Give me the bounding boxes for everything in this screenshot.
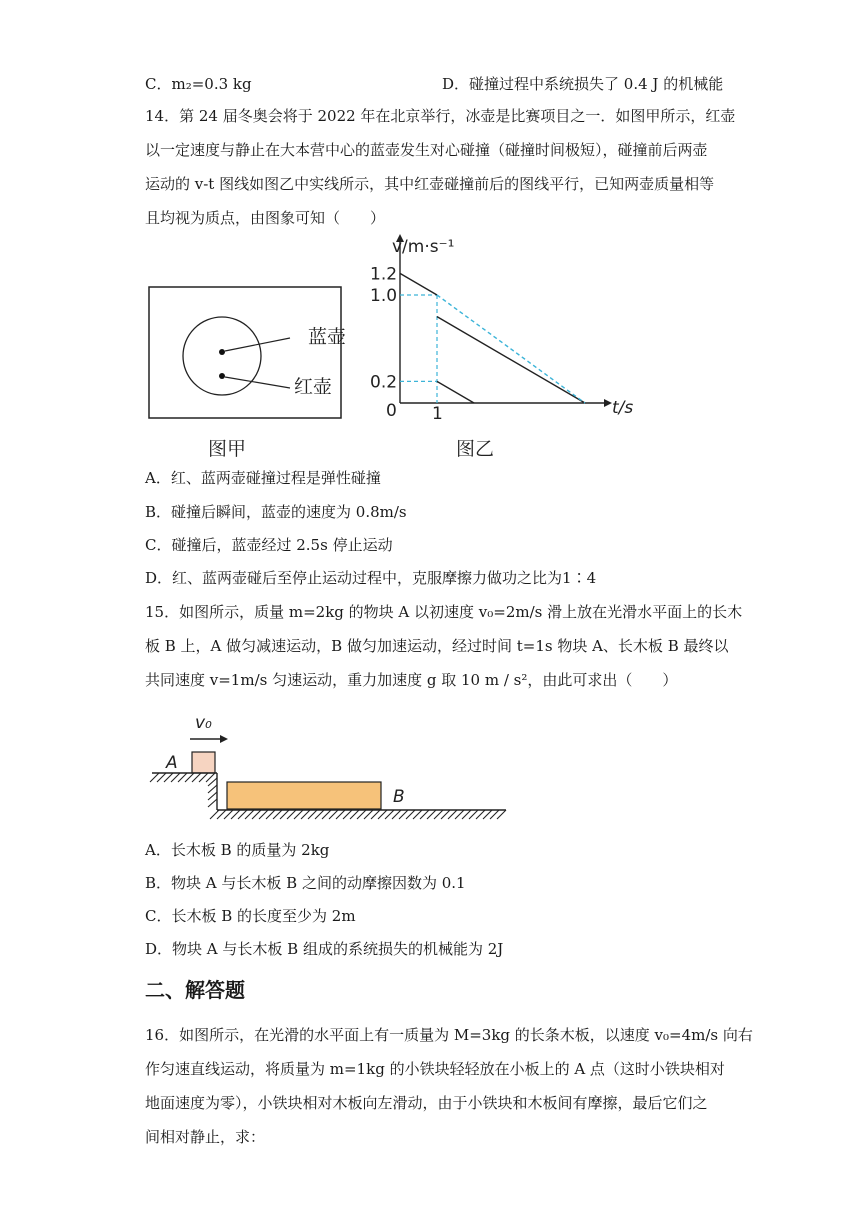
y-tick-label: 1.2 (370, 264, 398, 285)
v0-label: v₀ (195, 713, 212, 733)
house-circle (183, 317, 261, 395)
ground-hatch (210, 810, 506, 819)
q16-stem-line-1: 16．如图所示，在光滑的水平面上有一质量为 M=3kg 的长条木板，以速度 v₀=4m/s 向右 (145, 1026, 753, 1044)
y-tick-label: 0 (386, 401, 397, 421)
chart-ticks (370, 264, 443, 424)
figure-block-board (140, 700, 520, 830)
series-line-red-stone-after (437, 381, 474, 403)
y-tick-label: 0.2 (370, 372, 398, 393)
chart-axes (396, 234, 612, 407)
x-tick-label: 1 (432, 404, 443, 424)
left-platform-hatch (150, 773, 217, 807)
board-b-label: B (393, 787, 405, 807)
q14-stem-line-2: 以一定速度与静止在大本营中心的蓝壶发生对心碰撞（碰撞时间极短），碰撞前后两壶 (145, 141, 708, 159)
red-stone-dot (219, 373, 225, 379)
q15-option-c: C．长木板 B 的长度至少为 2m (145, 907, 356, 925)
y-tick-label: 1.0 (370, 286, 398, 306)
q13-option-c: C．m₂=0.3 kg (145, 75, 252, 93)
red-stone-pointer (225, 377, 290, 388)
hatch-mark (208, 792, 217, 800)
q14-option-b: B．碰撞后瞬间，蓝壶的速度为 0.8m/s (145, 503, 407, 521)
chart-series (400, 273, 585, 403)
q16-stem-line-3: 地面速度为零），小铁块相对木板向左滑动，由于小铁块和木板间有摩擦，最后它们之 (145, 1094, 708, 1112)
q15-option-d: D．物块 A 与长木板 B 组成的系统损失的机械能为 2J (145, 940, 504, 958)
q15-stem-line-3: 共同速度 v=1m/s 匀速运动，重力加速度 g 取 10 m / s²，由此可求出（ ） (145, 671, 678, 689)
figure-jia (140, 280, 360, 470)
series-line-blue-stone-after (437, 317, 585, 403)
q14-option-a: A．红、蓝两壶碰撞过程是弹性碰撞 (145, 469, 381, 487)
q14-stem-line-4: 且均视为质点，由图象可知（ ） (145, 209, 386, 227)
blue-stone-dot (219, 349, 225, 355)
figure-jia-caption: 图甲 (208, 438, 247, 460)
ice-rink-frame (149, 287, 341, 418)
q13-option-d: D．碰撞过程中系统损失了 0.4 J 的机械能 (442, 75, 724, 93)
q14-option-d: D．红、蓝两壶碰后至停止运动过程中，克服摩擦力做功之比为1∶4 (145, 569, 597, 587)
q14-option-c: C．碰撞后，蓝壶经过 2.5s 停止运动 (145, 536, 393, 554)
q16-stem-line-4: 间相对静止，求： (145, 1128, 266, 1146)
hatch-mark (208, 785, 217, 793)
section-heading: 二、解答题 (145, 978, 245, 1002)
q15-option-b: B．物块 A 与长木板 B 之间的动摩擦因数为 0.1 (145, 874, 466, 892)
x-axis-arrowhead (604, 399, 612, 407)
x-axis-label: t/s (612, 398, 634, 418)
figure-yi-caption: 图乙 (456, 438, 495, 460)
red-stone-label: 红壶 (294, 376, 333, 398)
block-a (192, 752, 215, 773)
blue-stone-label: 蓝壶 (308, 326, 347, 348)
q14-stem-line-1: 14．第 24 届冬奥会将于 2022 年在北京举行，冰壶是比赛项目之一．如图甲所示，红壶 (145, 107, 736, 125)
q15-stem-line-2: 板 B 上，A 做匀减速运动，B 做匀加速运动，经过时间 t=1s 物块 A、长木板 B 最终以 (145, 637, 729, 655)
q15-stem-line-1: 15．如图所示，质量 m=2kg 的物块 A 以初速度 v₀=2m/s 滑上放在光滑水平面上的长木 (145, 603, 743, 621)
series-line-red-stone-extended (437, 295, 585, 403)
board-b (227, 782, 381, 809)
q14-stem-line-3: 运动的 v-t 图线如图乙中实线所示，其中红壶碰撞前后的图线平行，已知两壶质量相等 (145, 175, 715, 193)
v0-arrowhead (220, 735, 228, 743)
q15-option-a: A．长木板 B 的质量为 2kg (145, 841, 330, 859)
q16-stem-line-2: 作匀速直线运动，将质量为 m=1kg 的小铁块轻轻放在小板上的 A 点（这时小铁块相对 (145, 1060, 725, 1078)
figure-yi-vt-chart (360, 230, 650, 470)
y-axis-label: v/m·s⁻¹ (392, 237, 455, 257)
block-a-label: A (166, 753, 178, 773)
hatch-mark (208, 799, 217, 807)
series-line-red-stone-before (400, 273, 437, 295)
